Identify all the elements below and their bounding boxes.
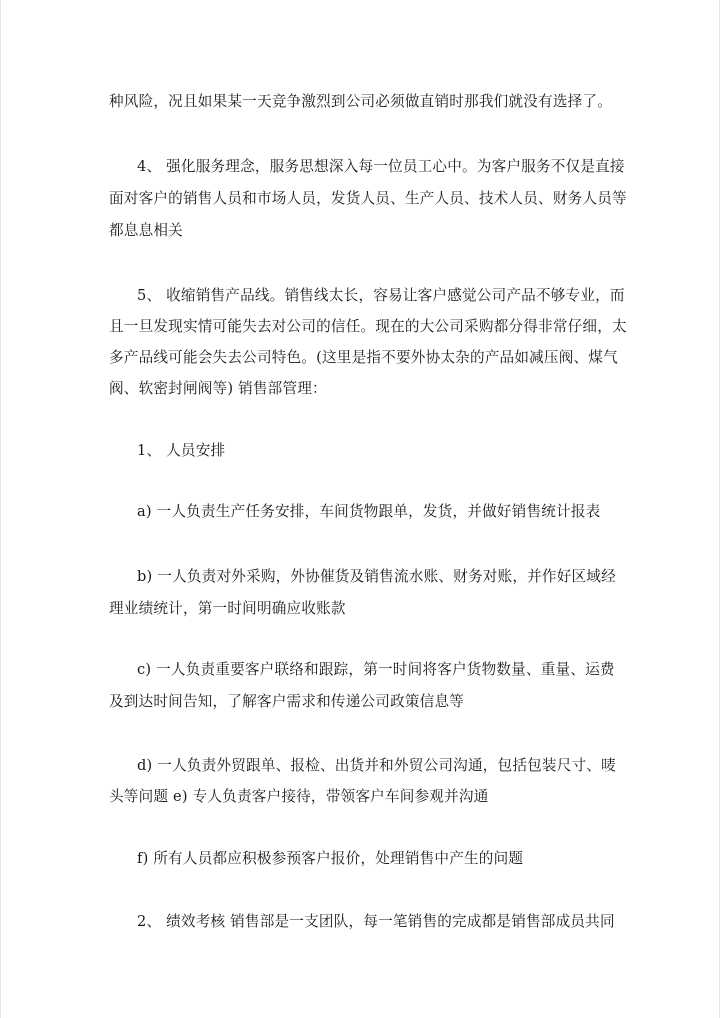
list-item-continuation: 理业绩统计，第一时间明确应收账款 [109, 600, 346, 617]
list-item: d) 一人负责外贸跟单、报检、出货并和外贸公司沟通，包括包装尺寸、唛 [137, 757, 616, 774]
paragraph-line: 4、 强化服务理念，服务思想深入每一位员工心中。为客户服务不仅是直接 [137, 158, 625, 175]
paragraph-line: 种风险，况且如果某一天竞争激烈到公司必须做直销时那我们就没有选择了。 [109, 93, 612, 110]
section-heading: 2、 绩效考核 销售部是一支团队，每一笔销售的完成都是销售部成员共同 [137, 913, 615, 930]
section-heading: 1、 人员安排 [137, 442, 226, 459]
list-item: c) 一人负责重要客户联络和跟踪，第一时间将客户货物数量、重量、运费 [137, 661, 615, 678]
list-item: b) 一人负责对外采购，外协催货及销售流水账、财务对账，并作好区域经 [137, 568, 616, 585]
paragraph-line: 且一旦发现实情可能失去对公司的信任。现在的大公司采购都分得非常仔细，太 [109, 318, 627, 335]
paragraph-line: 面对客户的销售人员和市场人员，发货人员、生产人员、技术人员、财务人员等 [109, 190, 627, 207]
paragraph-line: 多产品线可能会失去公司特色。(这里是指不要外协太杂的产品如减压阀、煤气 [109, 349, 618, 366]
list-item: a) 一人负责生产任务安排，车间货物跟单，发货，并做好销售统计报表 [137, 503, 601, 520]
paragraph-line: 阀、软密封闸阀等) 销售部管理： [109, 380, 327, 397]
list-item-continuation: 及到达时间告知，了解客户需求和传递公司政策信息等 [109, 693, 465, 710]
paragraph-line: 都息息相关 [109, 222, 183, 239]
list-item: f) 所有人员都应积极参预客户报价，处理销售中产生的问题 [137, 850, 524, 867]
paragraph-line: 5、 收缩销售产品线。销售线太长，容易让客户感觉公司产品不够专业，而 [137, 287, 625, 304]
list-item-continuation: 头等问题 e) 专人负责客户接待，带领客户车间参观并沟通 [109, 788, 489, 805]
